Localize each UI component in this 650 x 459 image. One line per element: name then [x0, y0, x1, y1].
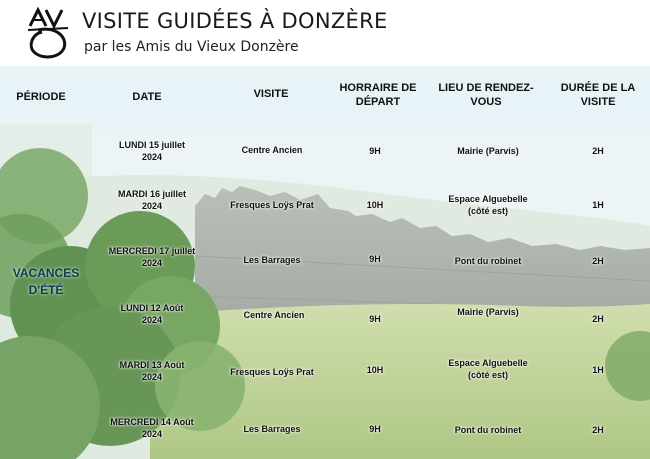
- row-horaire: 9H: [369, 254, 381, 264]
- column-header-periode: PÉRIODE: [16, 91, 66, 103]
- row-duree: 2H: [592, 146, 604, 156]
- row-date-year: 2024: [141, 152, 163, 162]
- row-date-year: 2024: [141, 429, 163, 439]
- row-lieu-line1: Mairie (Parvis): [457, 307, 519, 317]
- row-visite: Centre Ancien: [241, 145, 303, 155]
- row-duree: 2H: [592, 256, 604, 266]
- row-date: [92, 302, 212, 326]
- row-date-day: MARDI 16 juillet: [117, 189, 186, 199]
- avd-logo-icon: [24, 6, 72, 60]
- row-visite: Les Barrages: [243, 424, 301, 434]
- row-date-day: LUNDI 12 Août: [120, 303, 184, 313]
- row-lieu-line1: Pont du robinet: [454, 425, 522, 435]
- row-date-year: 2024: [141, 372, 163, 382]
- row-visite: Fresques Loÿs Prat: [230, 367, 314, 377]
- row-date: [92, 139, 212, 163]
- row-duree: 2H: [592, 314, 604, 324]
- row-visite: Les Barrages: [243, 255, 301, 265]
- row-lieu: [423, 193, 553, 217]
- row-date-year: 2024: [141, 315, 163, 325]
- row-visite: Centre Ancien: [243, 310, 305, 320]
- row-lieu: [423, 255, 553, 267]
- row-lieu-line1: Espace Alguebelle: [448, 358, 528, 368]
- row-lieu: [423, 145, 553, 157]
- row-date-day: MERCREDI 17 juillet: [108, 246, 196, 256]
- row-lieu-line1: Mairie (Parvis): [457, 146, 519, 156]
- row-horaire: 9H: [369, 314, 381, 324]
- row-visite: Fresques Loÿs Prat: [230, 200, 314, 210]
- row-date: [92, 416, 212, 440]
- column-header-horaire: HORRAIRE DE DÉPART: [339, 82, 417, 108]
- row-date-day: LUNDI 15 juillet: [118, 140, 185, 150]
- row-lieu: [423, 306, 553, 318]
- column-header-visite: VISITE: [253, 88, 289, 100]
- column-header-duree: DURÉE DE LA VISITE: [560, 82, 636, 108]
- row-horaire: 10H: [366, 200, 384, 210]
- page-subtitle: par les Amis du Vieux Donzère: [84, 39, 299, 55]
- row-date-year: 2024: [141, 201, 163, 211]
- row-horaire: 9H: [369, 424, 381, 434]
- row-lieu-line2: (côté est): [467, 206, 508, 216]
- row-horaire: 9H: [369, 146, 381, 156]
- page-title: VISITE GUIDÉES À DONZÈRE: [82, 9, 388, 33]
- row-duree: 1H: [592, 200, 604, 210]
- column-header-lieu: LIEU DE RENDEZ-VOUS: [438, 82, 534, 108]
- row-date: [92, 245, 212, 269]
- column-header-date: DATE: [132, 91, 162, 103]
- period-label: VACANCES D'ÉTÉ: [12, 266, 80, 297]
- row-horaire: 10H: [366, 365, 384, 375]
- row-date: [92, 188, 212, 212]
- row-duree: 1H: [592, 365, 604, 375]
- row-date-year: 2024: [141, 258, 163, 268]
- row-duree: 2H: [592, 425, 604, 435]
- row-lieu: [423, 357, 553, 381]
- row-date-day: MARDI 13 Août: [119, 360, 185, 370]
- page-header: [0, 0, 650, 66]
- row-lieu-line1: Pont du robinet: [454, 256, 522, 266]
- row-lieu-line2: (côté est): [467, 370, 508, 380]
- row-date: [92, 359, 212, 383]
- row-date-day: MERCREDI 14 Août: [110, 417, 194, 427]
- row-lieu-line1: Espace Alguebelle: [448, 194, 528, 204]
- row-lieu: [423, 424, 553, 436]
